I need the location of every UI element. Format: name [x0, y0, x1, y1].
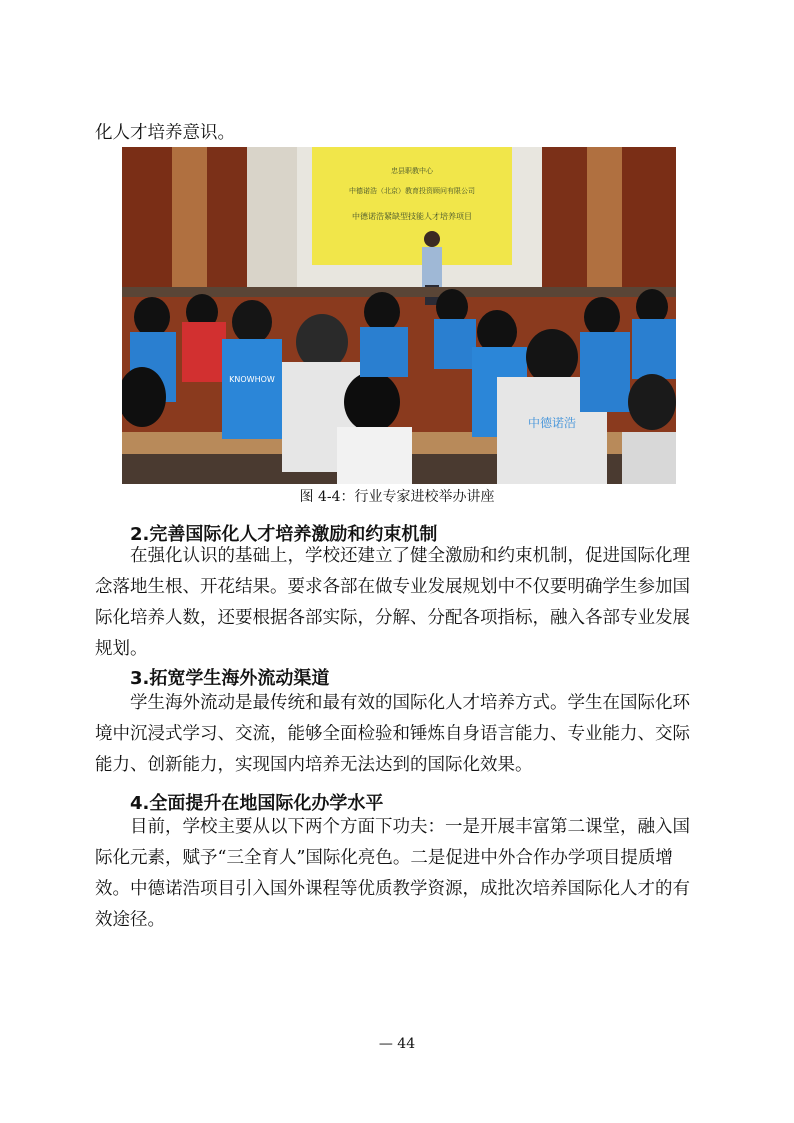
intro-paragraph-end: 化人才培养意识。: [95, 123, 235, 143]
section-body-2: 在强化认识的基础上，学校还建立了健全激励和约束机制，促进国际化理念落地生根、开花结果。要求各部在做专业发展规划中不仅要明确学生参加国际化培养人数，还要根据各部实际，分解、分配各项指标，融入各部专业发展规划。: [95, 546, 690, 659]
section-heading-4: 4.全面提升在地国际化办学水平: [130, 793, 384, 814]
section-body-4: 目前，学校主要从以下两个方面下功夫：一是开展丰富第二课堂，融入国际化元素，赋予“三全育人”国际化亮色。二是促进中外合作办学项目提质增效。中德诺浩项目引入国外课程等优质教学资源，成批次培养国际化人才的有效途径。: [95, 817, 690, 930]
page-number: — 44: [378, 1036, 416, 1052]
figure-caption: 图 4-4：行业专家进校举办讲座: [299, 489, 495, 505]
slide-line-2: 中德诺浩（北京）教育投资顾问有限公司: [349, 187, 475, 195]
lecture-photo: [122, 147, 676, 484]
section-body-3: 学生海外流动是最传统和最有效的国际化人才培养方式。学生在国际化环境中沉浸式学习、交流，能够全面检验和锤炼自身语言能力、专业能力、交际能力、创新能力，实现国内培养无法达到的国际化效果。: [95, 693, 690, 775]
vest-text-zhongde: 中德诺浩: [527, 416, 577, 430]
section-heading-2: 2.完善国际化人才培养激励和约束机制: [130, 524, 438, 545]
section-heading-3: 3.拓宽学生海外流动渠道: [130, 668, 330, 689]
projection-screen: [312, 147, 512, 265]
vest-text-knowhow: KNOWHOW: [229, 375, 275, 384]
slide-line-3: 中德诺浩紧缺型技能人才培养项目: [352, 212, 472, 221]
slide-line-1: 忠县职教中心: [391, 167, 433, 175]
